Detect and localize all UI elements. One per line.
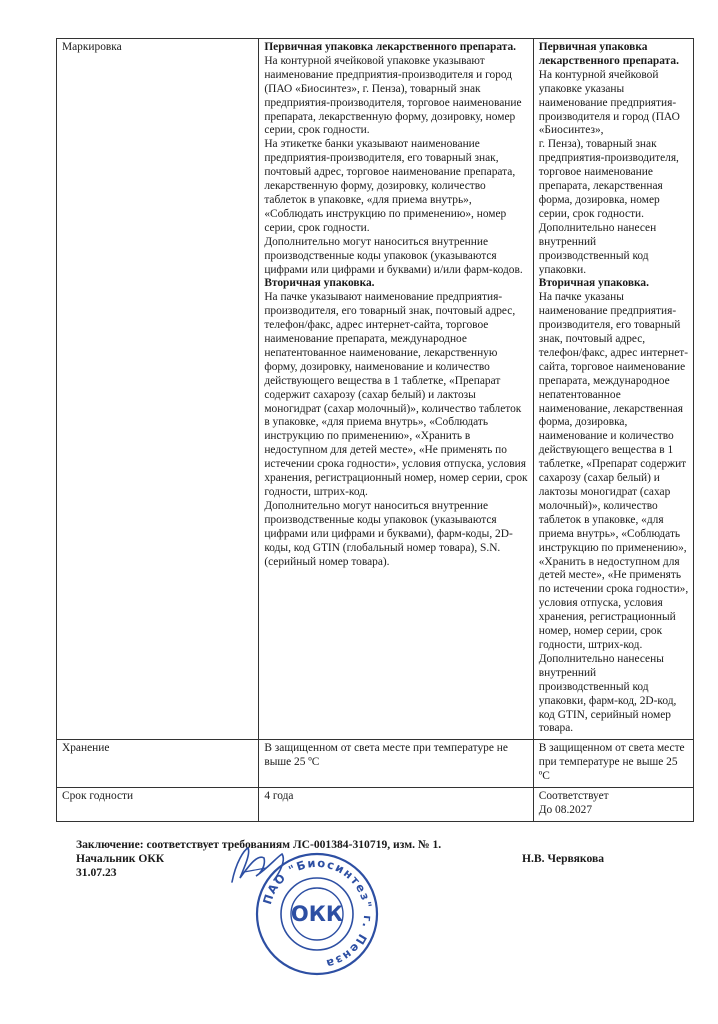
marking-requirements [259, 39, 533, 740]
storage-label: Хранение [57, 740, 259, 788]
secondary-pack-heading: Вторичная упаковка. [264, 277, 375, 290]
result-primary-codes: Дополнительно нанесен внутренний производственный код упаковки. [538, 221, 657, 276]
stamp-center-text: ОКК [290, 902, 344, 926]
result-secondary-text: На пачке указаны наименование предприятия-производителя, его товарный знак, почтовый адрес, телефон/факс, адрес интернет-сайта, торговое наименование препарата, международное непатентованное наименование, лекарственная форма, дозировка, наименование и количество действующего вещества в 1 таблетке, «Препарат содержит сахарозу (сахар белый) и лактозы моногидрат (сахар молочный)», количество таблеток в упаковке, «для приема внутрь», «Соблюдать инструкцию по применению», «Хранить в недоступном для детей месте», «Не применять по истечении срока годности», условия отпуска, условия хранения, регистрационный номер, номер серии, срок годности, штрих-код. [538, 291, 689, 651]
result-primary-text-cont: г. Пенза), товарный знак предприятия-производителя, торговое наименование препарата, лекарственная форма, дозировка, номер серии, срок годности. [538, 138, 679, 220]
shelf-life-label: Срок годности [57, 788, 259, 822]
secondary-pack-text: На пачке указывают наименование предприятия-производителя, его товарный знак, почтовый адрес, телефон/факс, адрес интернет-сайта, торговое наименование препарата, международное непатентованное наименование, лекарственную форму, дозировку, наименование и количество действующего вещества в 1 таблетке, «Препарат содержит сахарозу (сахар белый) и лактозы моногидрат (сахар молочный)», количество таблеток в упаковке, «для приема внутрь», «Соблюдать инструкцию по применению», «Хранить в недоступном для детей месте», «Не применять по истечении срока годности», условия отпуска, условия хранения, регистрационный номер, номер серии, срок годности, штрих-код. [264, 291, 528, 498]
table-row-storage [57, 740, 694, 788]
shelf-life-result [533, 788, 693, 822]
okk-stamp-seal [253, 850, 381, 978]
result-primary-heading: Первичная упаковка лекарственного препарата. [538, 41, 679, 67]
primary-pack-codes-text: Дополнительно могут наноситься внутренние производственные коды упаковок (указываются цифрами или цифрами и буквами) и/или фарм-кодов. [264, 235, 523, 276]
storage-requirement: В защищенном от света месте при температуре не выше 25 ºС [259, 740, 533, 788]
spec-table [56, 38, 694, 822]
position-title: Начальник ОКК [76, 852, 165, 865]
primary-pack-heading: Первичная упаковка лекарственного препарата. [264, 41, 517, 53]
conclusion-text: Заключение: соответствует требованиям ЛС-001384-310719, изм. № 1. [76, 838, 442, 851]
stamp-ring-text: ПАО "Биосинтез" г. Пенза [260, 855, 376, 972]
table-row-marking [57, 39, 694, 740]
result-primary-text: На контурной ячейковой упаковке указаны наименование предприятия-производителя и город (ПАО «Биосинтез», [538, 68, 680, 137]
result-secondary-codes: Дополнительно нанесены внутренний производственный код упаковки, фарм-код, 2D-код, код GTIN, серийный номер товара. [538, 652, 677, 735]
signer-name: Н.В. Червякова [522, 852, 605, 865]
shelf-life-requirement: 4 года [259, 788, 533, 822]
shelf-life-result-status: Соответствует [538, 790, 609, 803]
shelf-life-result-date: До 08.2027 [538, 803, 593, 816]
signature-date: 31.07.23 [76, 866, 117, 879]
primary-pack-label-text: На этикетке банки указывают наименование предприятия-производителя, его товарный знак, почтовый адрес, торговое наименование препарата, лекарственную форму, дозировку, количество таблеток в упаковке, «для приема внутрь», «Соблюдать инструкцию по применению», номер серии, срок годности. [264, 138, 516, 234]
marking-label: Маркировка [57, 39, 259, 740]
marking-results [533, 39, 693, 740]
table-row-shelf-life [57, 788, 694, 822]
secondary-pack-codes-text: Дополнительно могут наноситься внутренние производственные коды упаковок (указываются цифрами или цифрами и буквами), фарм-коды, 2D-коды, код GTIN (глобальный номер товара), S.N. (серийный номер товара). [264, 499, 513, 568]
result-secondary-heading: Вторичная упаковка. [538, 277, 649, 290]
storage-result: В защищенном от света месте при температуре не выше 25 ºС [533, 740, 693, 788]
primary-pack-blister-text: На контурной ячейковой упаковке указывают наименование предприятия-производителя и город (ПАО «Биосинтез», г. Пенза), товарный знак предприятия-производителя, торговое наименование препарата, лекарственную форму, дозировку, номер серии, срок годности. [264, 54, 522, 137]
